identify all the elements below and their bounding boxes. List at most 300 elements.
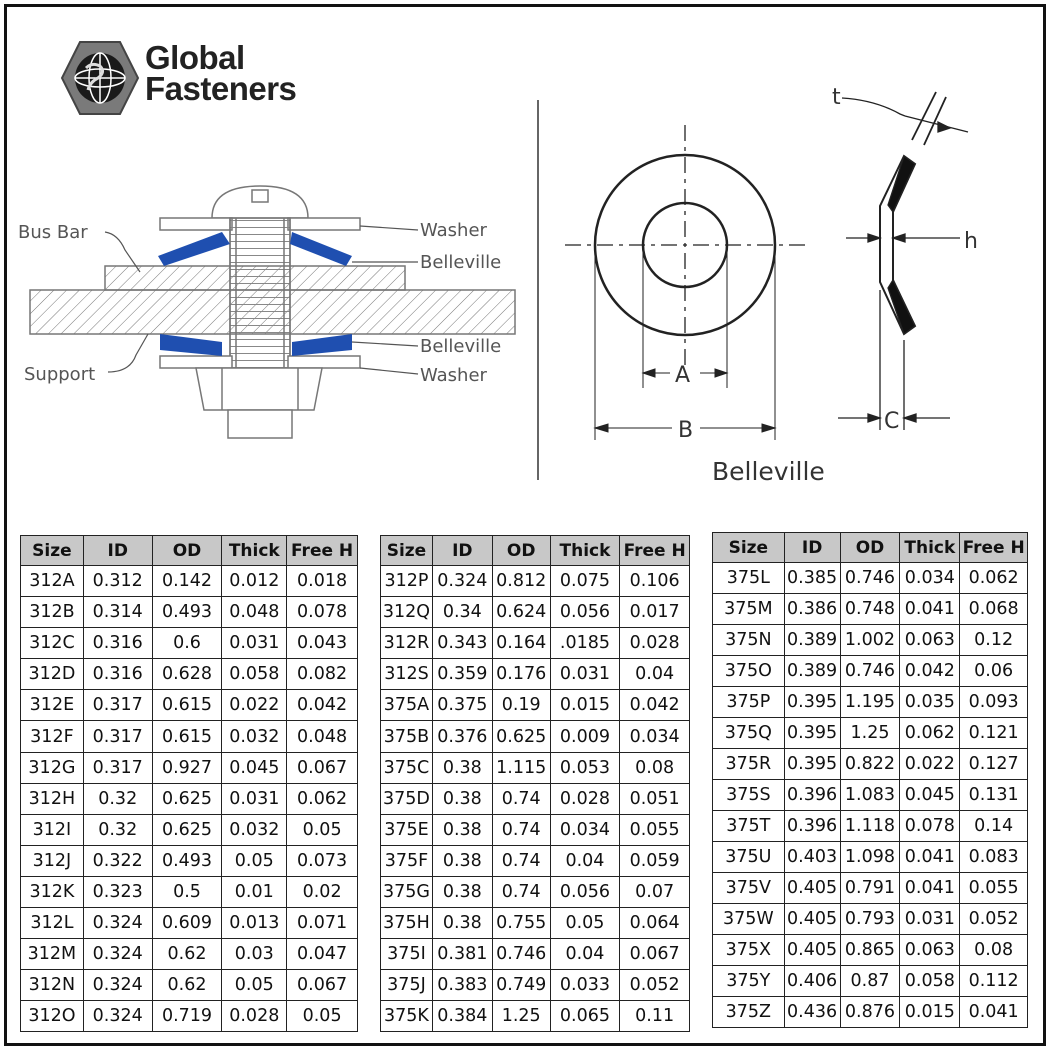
- size-cell: 375C: [381, 752, 433, 783]
- size-cell: 375R: [713, 749, 785, 780]
- free-h-cell: 0.042: [287, 690, 358, 721]
- dim-a-label: A: [675, 363, 691, 388]
- dim-c-label: C: [884, 409, 900, 434]
- free-h-cell: 0.051: [620, 783, 690, 814]
- free-h-cell: 0.064: [620, 908, 690, 939]
- washer-top-label: Washer: [420, 220, 487, 241]
- od-cell: 0.746: [840, 563, 900, 594]
- thick-cell: 0.034: [550, 814, 620, 845]
- id-cell: 0.396: [784, 780, 840, 811]
- od-cell: 1.195: [840, 687, 900, 718]
- free-h-cell: 0.034: [620, 721, 690, 752]
- thick-cell: 0.028: [550, 783, 620, 814]
- od-cell: 1.25: [840, 718, 900, 749]
- free-h-cell: 0.12: [960, 625, 1028, 656]
- id-cell: 0.343: [432, 628, 492, 659]
- belleville-title: Belleville: [712, 457, 825, 486]
- thick-cell: 0.041: [900, 842, 960, 873]
- od-cell: 0.625: [492, 721, 550, 752]
- od-cell: 0.791: [840, 873, 900, 904]
- id-cell: 0.405: [784, 873, 840, 904]
- id-cell: 0.396: [784, 811, 840, 842]
- table-row: [21, 690, 358, 721]
- thick-cell: 0.058: [900, 966, 960, 997]
- free-h-cell: 0.073: [287, 845, 358, 876]
- table-row: [381, 597, 690, 628]
- free-h-cell: 0.052: [960, 904, 1028, 935]
- table-row: [713, 563, 1028, 594]
- od-cell: 0.176: [492, 659, 550, 690]
- table-row: [21, 783, 358, 814]
- table-row: [713, 842, 1028, 873]
- table-row: [713, 718, 1028, 749]
- thick-cell: 0.032: [222, 721, 287, 752]
- od-cell: 0.6: [152, 628, 222, 659]
- thick-cell: 0.045: [900, 780, 960, 811]
- id-cell: 0.317: [83, 690, 152, 721]
- size-cell: 312P: [381, 566, 433, 597]
- size-cell: 312I: [21, 814, 84, 845]
- header-thick: Thick: [900, 533, 960, 563]
- header-size: Size: [21, 536, 84, 566]
- size-cell: 375P: [713, 687, 785, 718]
- od-cell: 0.746: [840, 656, 900, 687]
- free-h-cell: 0.068: [960, 594, 1028, 625]
- size-cell: 375F: [381, 845, 433, 876]
- free-h-cell: 0.07: [620, 876, 690, 907]
- id-cell: 0.395: [784, 687, 840, 718]
- thick-cell: 0.012: [222, 566, 287, 597]
- thick-cell: 0.063: [900, 935, 960, 966]
- table-row: [381, 659, 690, 690]
- free-h-cell: 0.11: [620, 1001, 690, 1032]
- thick-cell: 0.015: [550, 690, 620, 721]
- id-cell: 0.324: [83, 970, 152, 1001]
- id-cell: 0.385: [784, 563, 840, 594]
- free-h-cell: 0.082: [287, 659, 358, 690]
- free-h-cell: 0.106: [620, 566, 690, 597]
- id-cell: 0.314: [83, 597, 152, 628]
- id-cell: 0.316: [83, 628, 152, 659]
- od-cell: 0.164: [492, 628, 550, 659]
- thick-cell: 0.04: [550, 845, 620, 876]
- id-cell: 0.38: [432, 814, 492, 845]
- header-id: ID: [432, 536, 492, 566]
- header-od: OD: [492, 536, 550, 566]
- free-h-cell: 0.04: [620, 659, 690, 690]
- size-cell: 375B: [381, 721, 433, 752]
- size-cell: 312H: [21, 783, 84, 814]
- size-cell: 375W: [713, 904, 785, 935]
- belleville-side-view: [838, 92, 968, 430]
- id-cell: 0.403: [784, 842, 840, 873]
- free-h-cell: 0.062: [960, 563, 1028, 594]
- id-cell: 0.38: [432, 845, 492, 876]
- free-h-cell: 0.062: [287, 783, 358, 814]
- washer-bottom-label: Washer: [420, 365, 487, 386]
- id-cell: 0.32: [83, 814, 152, 845]
- od-cell: 0.19: [492, 690, 550, 721]
- header-od: OD: [152, 536, 222, 566]
- thick-cell: 0.075: [550, 566, 620, 597]
- od-cell: 0.865: [840, 935, 900, 966]
- spec-table-2: [380, 535, 690, 1032]
- dim-b-label: B: [678, 418, 694, 443]
- table-row: [713, 656, 1028, 687]
- od-cell: 0.609: [152, 908, 222, 939]
- table-row: [713, 966, 1028, 997]
- table-row: [381, 908, 690, 939]
- od-cell: 0.142: [152, 566, 222, 597]
- table-row: [713, 904, 1028, 935]
- od-cell: 1.25: [492, 1001, 550, 1032]
- free-h-cell: 0.05: [287, 1001, 358, 1032]
- table-row: [713, 997, 1028, 1028]
- size-cell: 312C: [21, 628, 84, 659]
- od-cell: 0.74: [492, 876, 550, 907]
- table-row: [713, 687, 1028, 718]
- id-cell: 0.316: [83, 659, 152, 690]
- id-cell: 0.405: [784, 935, 840, 966]
- free-h-cell: 0.112: [960, 966, 1028, 997]
- belleville-diagrams: [0, 0, 1050, 520]
- free-h-cell: 0.052: [620, 970, 690, 1001]
- table-row: [21, 628, 358, 659]
- id-cell: 0.381: [432, 939, 492, 970]
- free-h-cell: 0.127: [960, 749, 1028, 780]
- size-cell: 375X: [713, 935, 785, 966]
- thick-cell: 0.035: [900, 687, 960, 718]
- size-cell: 375M: [713, 594, 785, 625]
- thick-cell: 0.078: [900, 811, 960, 842]
- support-label: Support: [24, 364, 96, 385]
- free-h-cell: 0.067: [287, 970, 358, 1001]
- table-row: [713, 749, 1028, 780]
- thick-cell: 0.013: [222, 908, 287, 939]
- free-h-cell: 0.048: [287, 721, 358, 752]
- thick-cell: 0.015: [900, 997, 960, 1028]
- od-cell: 0.812: [492, 566, 550, 597]
- size-cell: 312E: [21, 690, 84, 721]
- size-cell: 375S: [713, 780, 785, 811]
- free-h-cell: 0.028: [620, 628, 690, 659]
- size-cell: 375Q: [713, 718, 785, 749]
- header-free-h: Free H: [620, 536, 690, 566]
- od-cell: 0.5: [152, 876, 222, 907]
- id-cell: 0.317: [83, 721, 152, 752]
- id-cell: 0.34: [432, 597, 492, 628]
- thick-cell: 0.053: [550, 752, 620, 783]
- table-row: [713, 625, 1028, 656]
- table-row: [381, 628, 690, 659]
- thick-cell: 0.009: [550, 721, 620, 752]
- table-row: [21, 1001, 358, 1032]
- id-cell: 0.375: [432, 690, 492, 721]
- thick-cell: 0.045: [222, 752, 287, 783]
- id-cell: 0.359: [432, 659, 492, 690]
- header-free-h: Free H: [287, 536, 358, 566]
- od-cell: 0.748: [840, 594, 900, 625]
- table-row: [381, 783, 690, 814]
- free-h-cell: 0.05: [287, 814, 358, 845]
- header-size: Size: [713, 533, 785, 563]
- id-cell: 0.38: [432, 908, 492, 939]
- size-cell: 375U: [713, 842, 785, 873]
- table-row: [21, 597, 358, 628]
- belleville-bottom-label: Belleville: [420, 336, 502, 357]
- od-cell: 0.793: [840, 904, 900, 935]
- id-cell: 0.386: [784, 594, 840, 625]
- id-cell: 0.376: [432, 721, 492, 752]
- od-cell: 0.74: [492, 783, 550, 814]
- od-cell: 1.115: [492, 752, 550, 783]
- thick-cell: 0.042: [900, 656, 960, 687]
- thick-cell: 0.031: [900, 904, 960, 935]
- thick-cell: 0.05: [222, 845, 287, 876]
- size-cell: 312N: [21, 970, 84, 1001]
- table-row: [713, 594, 1028, 625]
- dim-h-label: h: [964, 229, 978, 254]
- id-cell: 0.405: [784, 904, 840, 935]
- spec-table-1: [20, 535, 358, 1032]
- free-h-cell: 0.093: [960, 687, 1028, 718]
- id-cell: 0.389: [784, 625, 840, 656]
- size-cell: 312L: [21, 908, 84, 939]
- free-h-cell: 0.14: [960, 811, 1028, 842]
- thick-cell: 0.04: [550, 939, 620, 970]
- thick-cell: 0.058: [222, 659, 287, 690]
- brand-line-1: Global: [145, 39, 245, 76]
- thick-cell: 0.063: [900, 625, 960, 656]
- free-h-cell: 0.055: [960, 873, 1028, 904]
- size-cell: 312G: [21, 752, 84, 783]
- od-cell: 0.822: [840, 749, 900, 780]
- size-cell: 375V: [713, 873, 785, 904]
- belleville-top-label: Belleville: [420, 252, 502, 273]
- table-row: [381, 814, 690, 845]
- id-cell: 0.389: [784, 656, 840, 687]
- size-cell: 312D: [21, 659, 84, 690]
- header-thick: Thick: [550, 536, 620, 566]
- free-h-cell: 0.131: [960, 780, 1028, 811]
- size-cell: 375O: [713, 656, 785, 687]
- size-cell: 312F: [21, 721, 84, 752]
- od-cell: 0.493: [152, 597, 222, 628]
- free-h-cell: 0.08: [960, 935, 1028, 966]
- table-row: [713, 873, 1028, 904]
- size-cell: 312Q: [381, 597, 433, 628]
- thick-cell: .0185: [550, 628, 620, 659]
- header-size: Size: [381, 536, 433, 566]
- size-cell: 375J: [381, 970, 433, 1001]
- od-cell: 1.083: [840, 780, 900, 811]
- size-cell: 312A: [21, 566, 84, 597]
- id-cell: 0.38: [432, 876, 492, 907]
- spec-table-3: [712, 532, 1028, 1028]
- table-row: [713, 780, 1028, 811]
- od-cell: 0.625: [152, 783, 222, 814]
- od-cell: 0.87: [840, 966, 900, 997]
- thick-cell: 0.028: [222, 1001, 287, 1032]
- brand-line-2: Fasteners: [145, 70, 297, 107]
- table-row: [713, 811, 1028, 842]
- size-cell: 375E: [381, 814, 433, 845]
- table-row: [21, 814, 358, 845]
- thick-cell: 0.031: [222, 628, 287, 659]
- size-cell: 375Z: [713, 997, 785, 1028]
- header-id: ID: [784, 533, 840, 563]
- table-row: [381, 845, 690, 876]
- size-cell: 375T: [713, 811, 785, 842]
- thick-cell: 0.05: [222, 970, 287, 1001]
- free-h-cell: 0.041: [960, 997, 1028, 1028]
- table-row: [21, 876, 358, 907]
- table-row: [21, 752, 358, 783]
- thick-cell: 0.05: [550, 908, 620, 939]
- size-cell: 375Y: [713, 966, 785, 997]
- thick-cell: 0.032: [222, 814, 287, 845]
- id-cell: 0.38: [432, 752, 492, 783]
- header-free-h: Free H: [960, 533, 1028, 563]
- id-cell: 0.384: [432, 1001, 492, 1032]
- id-cell: 0.383: [432, 970, 492, 1001]
- od-cell: 0.615: [152, 721, 222, 752]
- od-cell: 0.62: [152, 939, 222, 970]
- id-cell: 0.324: [83, 908, 152, 939]
- size-cell: 375N: [713, 625, 785, 656]
- od-cell: 0.628: [152, 659, 222, 690]
- table-row: [21, 939, 358, 970]
- thick-cell: 0.034: [900, 563, 960, 594]
- od-cell: 1.098: [840, 842, 900, 873]
- size-cell: 312S: [381, 659, 433, 690]
- size-cell: 375L: [713, 563, 785, 594]
- od-cell: 0.624: [492, 597, 550, 628]
- free-h-cell: 0.047: [287, 939, 358, 970]
- free-h-cell: 0.06: [960, 656, 1028, 687]
- belleville-top-view: [565, 125, 805, 440]
- size-cell: 312R: [381, 628, 433, 659]
- id-cell: 0.324: [83, 939, 152, 970]
- size-cell: 375D: [381, 783, 433, 814]
- table-row: [21, 659, 358, 690]
- free-h-cell: 0.055: [620, 814, 690, 845]
- od-cell: 0.755: [492, 908, 550, 939]
- id-cell: 0.312: [83, 566, 152, 597]
- id-cell: 0.324: [83, 1001, 152, 1032]
- id-cell: 0.38: [432, 783, 492, 814]
- table-row: [21, 566, 358, 597]
- table-row: [381, 690, 690, 721]
- thick-cell: 0.065: [550, 1001, 620, 1032]
- table-row: [21, 845, 358, 876]
- size-cell: 312M: [21, 939, 84, 970]
- free-h-cell: 0.08: [620, 752, 690, 783]
- size-cell: 375A: [381, 690, 433, 721]
- od-cell: 0.74: [492, 845, 550, 876]
- table-row: [381, 939, 690, 970]
- free-h-cell: 0.121: [960, 718, 1028, 749]
- size-cell: 375K: [381, 1001, 433, 1032]
- id-cell: 0.395: [784, 718, 840, 749]
- size-cell: 375H: [381, 908, 433, 939]
- size-cell: 312B: [21, 597, 84, 628]
- od-cell: 0.749: [492, 970, 550, 1001]
- table-row: [381, 1001, 690, 1032]
- size-cell: 312J: [21, 845, 84, 876]
- free-h-cell: 0.017: [620, 597, 690, 628]
- id-cell: 0.395: [784, 749, 840, 780]
- table-row: [381, 752, 690, 783]
- table-row: [381, 876, 690, 907]
- bus-bar-label: Bus Bar: [18, 222, 88, 243]
- id-cell: 0.324: [432, 566, 492, 597]
- thick-cell: 0.031: [222, 783, 287, 814]
- thick-cell: 0.022: [222, 690, 287, 721]
- free-h-cell: 0.067: [287, 752, 358, 783]
- thick-cell: 0.033: [550, 970, 620, 1001]
- free-h-cell: 0.078: [287, 597, 358, 628]
- thick-cell: 0.041: [900, 594, 960, 625]
- id-cell: 0.317: [83, 752, 152, 783]
- thick-cell: 0.03: [222, 939, 287, 970]
- thick-cell: 0.048: [222, 597, 287, 628]
- thick-cell: 0.031: [550, 659, 620, 690]
- size-cell: 375G: [381, 876, 433, 907]
- dim-t-label: t: [832, 85, 841, 110]
- od-cell: 0.625: [152, 814, 222, 845]
- od-cell: 0.62: [152, 970, 222, 1001]
- id-cell: 0.406: [784, 966, 840, 997]
- od-cell: 0.615: [152, 690, 222, 721]
- free-h-cell: 0.059: [620, 845, 690, 876]
- free-h-cell: 0.018: [287, 566, 358, 597]
- size-cell: 375I: [381, 939, 433, 970]
- table-row: [21, 721, 358, 752]
- size-cell: 312O: [21, 1001, 84, 1032]
- header-id: ID: [83, 536, 152, 566]
- header-thick: Thick: [222, 536, 287, 566]
- od-cell: 0.719: [152, 1001, 222, 1032]
- table-row: [21, 908, 358, 939]
- id-cell: 0.436: [784, 997, 840, 1028]
- od-cell: 0.493: [152, 845, 222, 876]
- thick-cell: 0.041: [900, 873, 960, 904]
- header-od: OD: [840, 533, 900, 563]
- thick-cell: 0.056: [550, 597, 620, 628]
- table-row: [381, 566, 690, 597]
- free-h-cell: 0.083: [960, 842, 1028, 873]
- od-cell: 0.746: [492, 939, 550, 970]
- od-cell: 0.876: [840, 997, 900, 1028]
- free-h-cell: 0.02: [287, 876, 358, 907]
- thick-cell: 0.01: [222, 876, 287, 907]
- thick-cell: 0.056: [550, 876, 620, 907]
- table-row: [21, 970, 358, 1001]
- id-cell: 0.323: [83, 876, 152, 907]
- od-cell: 0.927: [152, 752, 222, 783]
- thick-cell: 0.062: [900, 718, 960, 749]
- free-h-cell: 0.071: [287, 908, 358, 939]
- od-cell: 0.74: [492, 814, 550, 845]
- size-cell: 312K: [21, 876, 84, 907]
- thick-cell: 0.022: [900, 749, 960, 780]
- id-cell: 0.32: [83, 783, 152, 814]
- table-row: [381, 721, 690, 752]
- table-row: [713, 935, 1028, 966]
- free-h-cell: 0.067: [620, 939, 690, 970]
- id-cell: 0.322: [83, 845, 152, 876]
